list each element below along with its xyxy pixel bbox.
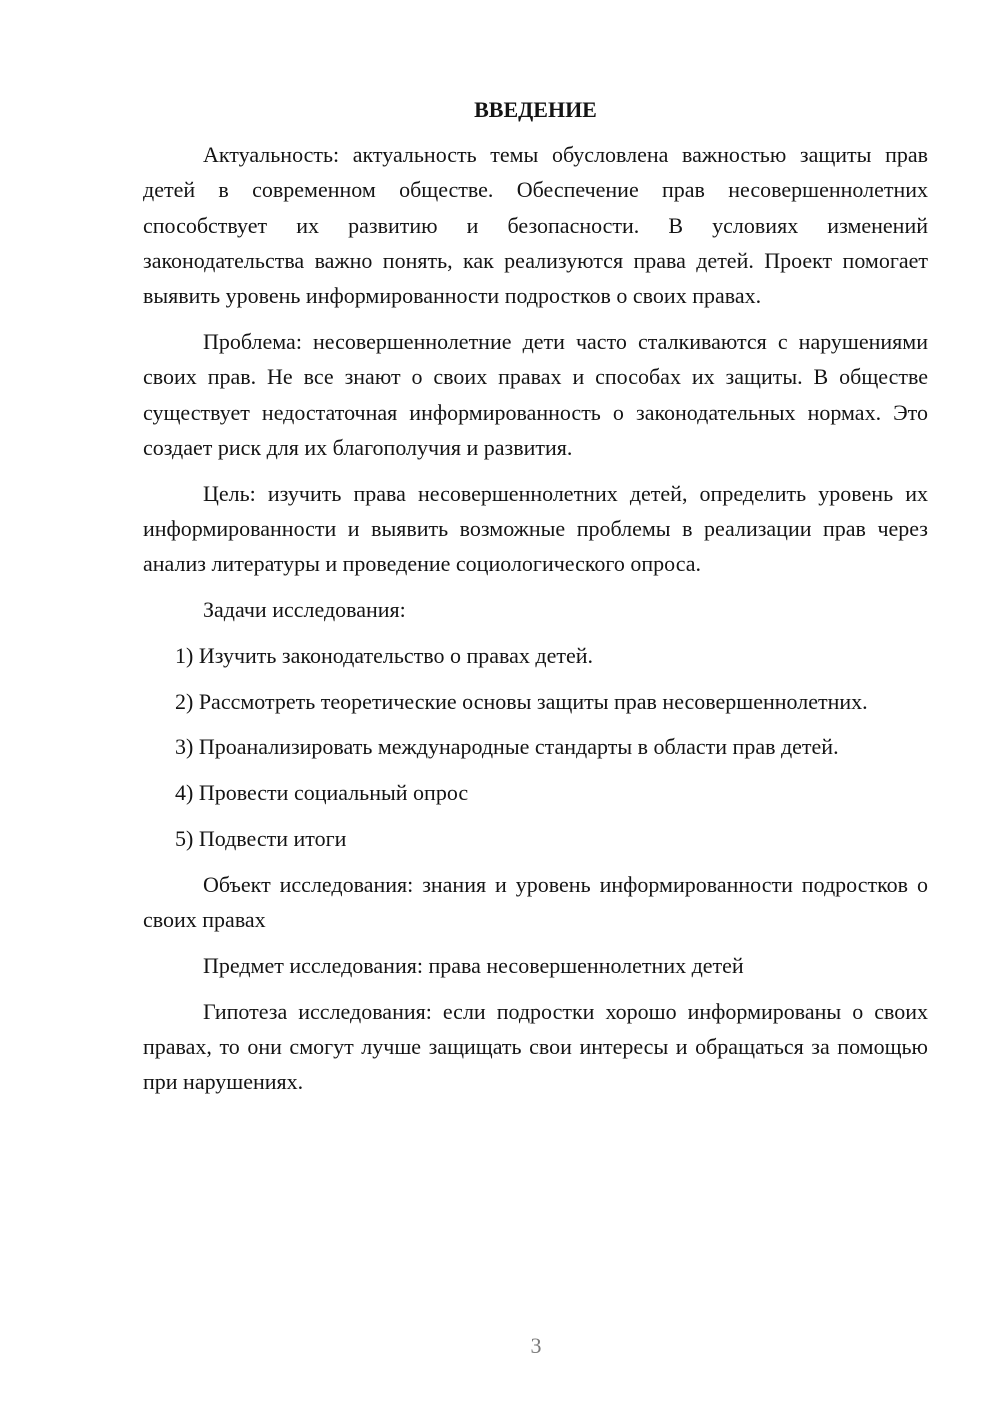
task-item-3: 3) Проанализировать международные стандарты в области прав детей. bbox=[175, 734, 839, 760]
task-item-4: 4) Провести социальный опрос bbox=[175, 780, 469, 806]
page-body bbox=[143, 92, 928, 1100]
task-item-5: 5) Подвести итоги bbox=[175, 826, 347, 852]
paragraph-tasks-heading: Задачи исследования: bbox=[203, 597, 406, 623]
page-number: 3 bbox=[530, 1333, 542, 1358]
task-item-1: 1) Изучить законодательство о правах детей. bbox=[175, 642, 593, 668]
paragraph-object: Объект исследования: знания и уровень информированности подростков о своих правах bbox=[143, 871, 928, 933]
paragraph-goal: Цель: изучить права несовершеннолетних детей, определить уровень их информированности и выявить возможные проблемы в реализации прав через анализ литературы и проведение социологического опроса. bbox=[143, 480, 928, 577]
paragraph-relevance: Актуальность: актуальность темы обусловлена важностью защиты прав детей в современном обществе. Обеспечение прав несовершеннолетних способствует их развитию и безопасности. В условиях изменений законодательства важно понять, как реализуются права детей. Проект помогает выявить уровень информированности подростков о своих правах. bbox=[143, 142, 928, 309]
paragraph-hypothesis: Гипотеза исследования: если подростки хорошо информированы о своих правах, то они смогут лучше защищать свои интересы и обращаться за помощью при нарушениях. bbox=[143, 998, 928, 1095]
paragraph-subject: Предмет исследования: права несовершеннолетних детей bbox=[203, 952, 744, 978]
paragraph-problem: Проблема: несовершеннолетние дети часто сталкиваются с нарушениями своих прав. Не все знают о своих правах и способах их защиты. В обществе существует недостаточная информированность о законодательных нормах. Это создает риск для их благополучия и развития. bbox=[143, 328, 928, 460]
page-title: ВВЕДЕНИЕ bbox=[474, 97, 597, 122]
task-item-2: 2) Рассмотреть теоретические основы защиты прав несовершеннолетних. bbox=[175, 688, 868, 714]
